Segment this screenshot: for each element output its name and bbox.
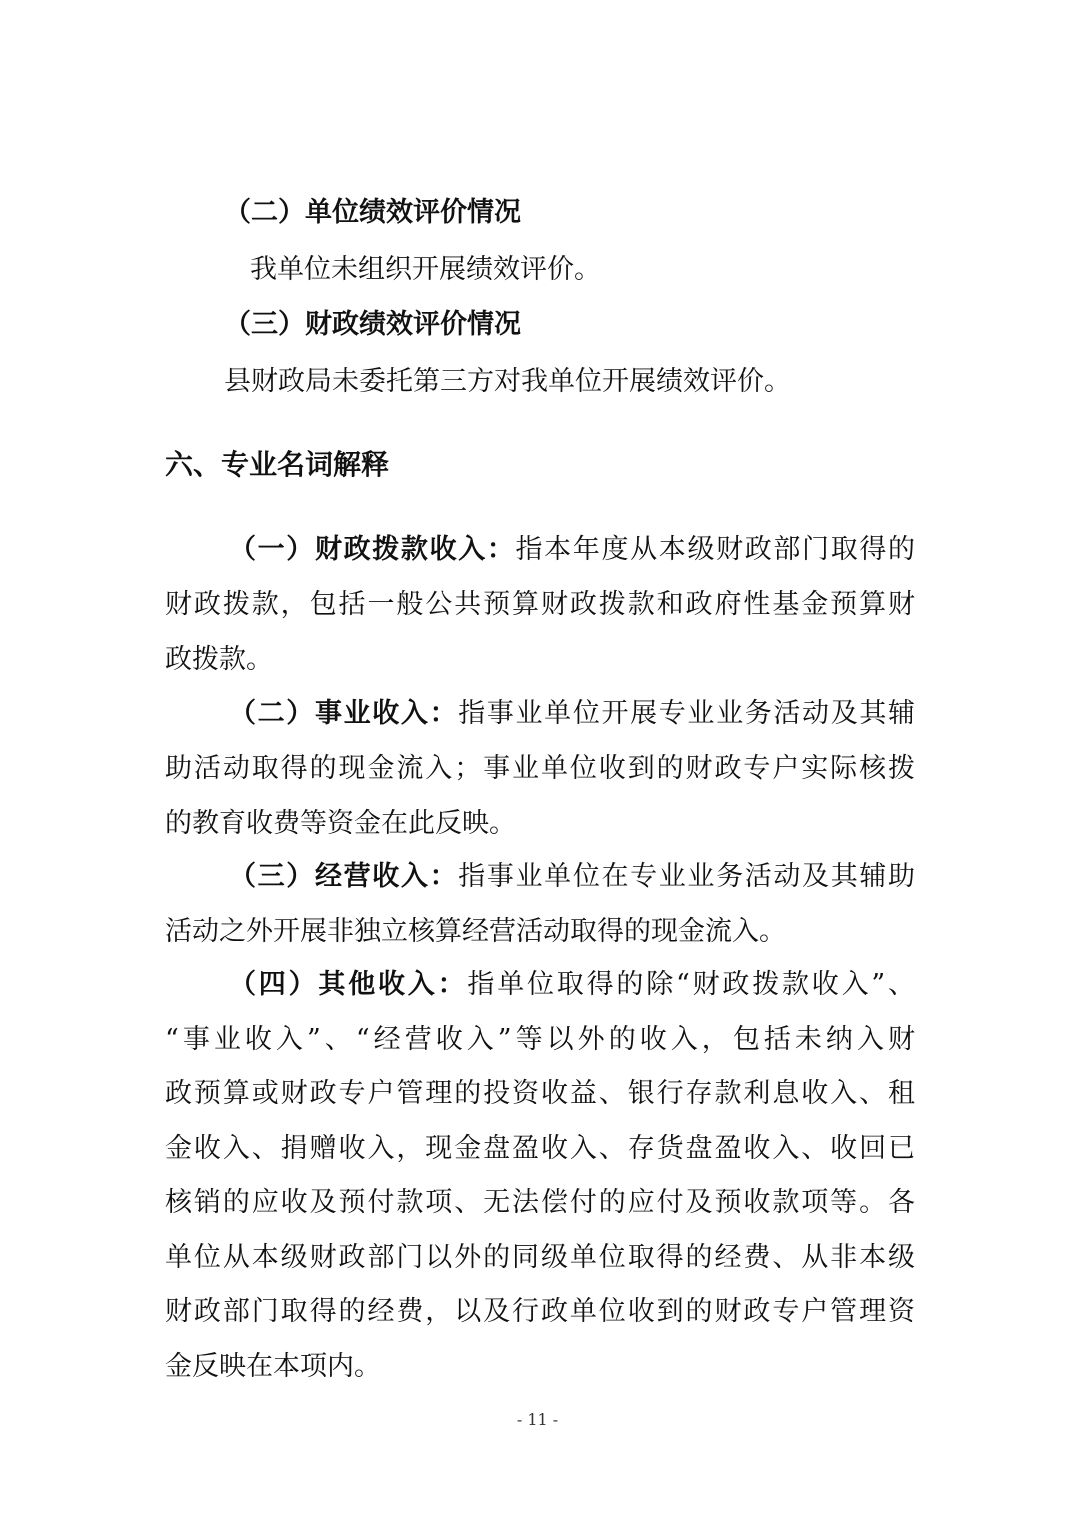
subsection-body-2: 我单位未组织开展绩效评价。 — [250, 254, 601, 285]
subsection-heading-2: （二）单位绩效评价情况 — [224, 197, 521, 228]
term-label: （四）其他收入： — [229, 969, 468, 1000]
paragraph-line: （四）其他收入：指单位取得的除“财政拨款收入”、 — [229, 969, 916, 1000]
subsection-heading-3: （三）财政绩效评价情况 — [224, 309, 521, 340]
paragraph-line: 的教育收费等资金在此反映。 — [165, 808, 516, 839]
paragraph-line: 单位从本级财政部门以外的同级单位取得的经费、从非本级 — [165, 1242, 915, 1273]
paragraph-line: 财政拨款，包括一般公共预算财政拨款和政府性基金预算财 — [165, 589, 915, 620]
paragraph-line: （二）事业收入：指事业单位开展专业业务活动及其辅 — [229, 698, 916, 729]
paragraph-line: 政预算或财政专户管理的投资收益、银行存款利息收入、租 — [165, 1078, 915, 1109]
paragraph-line: （三）经营收入：指事业单位在专业业务活动及其辅助 — [229, 861, 916, 892]
term-label: （三）经营收入： — [229, 861, 459, 892]
paragraph-line: 金反映在本项内。 — [165, 1351, 381, 1382]
section-heading-6: 六、专业名词解释 — [165, 448, 390, 481]
paragraph-line: （一）财政拨款收入：指本年度从本级财政部门取得的 — [229, 534, 916, 565]
subsection-body-3: 县财政局未委托第三方对我单位开展绩效评价。 — [224, 366, 791, 397]
paragraph-line: 政拨款。 — [165, 644, 273, 675]
paragraph-line: 财政部门取得的经费，以及行政单位收到的财政专户管理资 — [165, 1296, 915, 1327]
term-label: （一）财政拨款收入： — [229, 534, 516, 565]
paragraph-line: 助活动取得的现金流入；事业单位收到的财政专户实际核拨 — [165, 753, 915, 784]
page-number: - 11 - — [516, 1410, 559, 1429]
paragraph-line: 核销的应收及预付款项、无法偿付的应付及预收款项等。各 — [165, 1187, 915, 1218]
term-label: （二）事业收入： — [229, 698, 459, 729]
paragraph-line: 金收入、捐赠收入，现金盘盈收入、存货盘盈收入、收回已 — [165, 1133, 915, 1164]
paragraph-line: “事业收入”、“经营收入”等以外的收入，包括未纳入财 — [165, 1024, 915, 1055]
paragraph-line: 活动之外开展非独立核算经营活动取得的现金流入。 — [165, 916, 786, 947]
